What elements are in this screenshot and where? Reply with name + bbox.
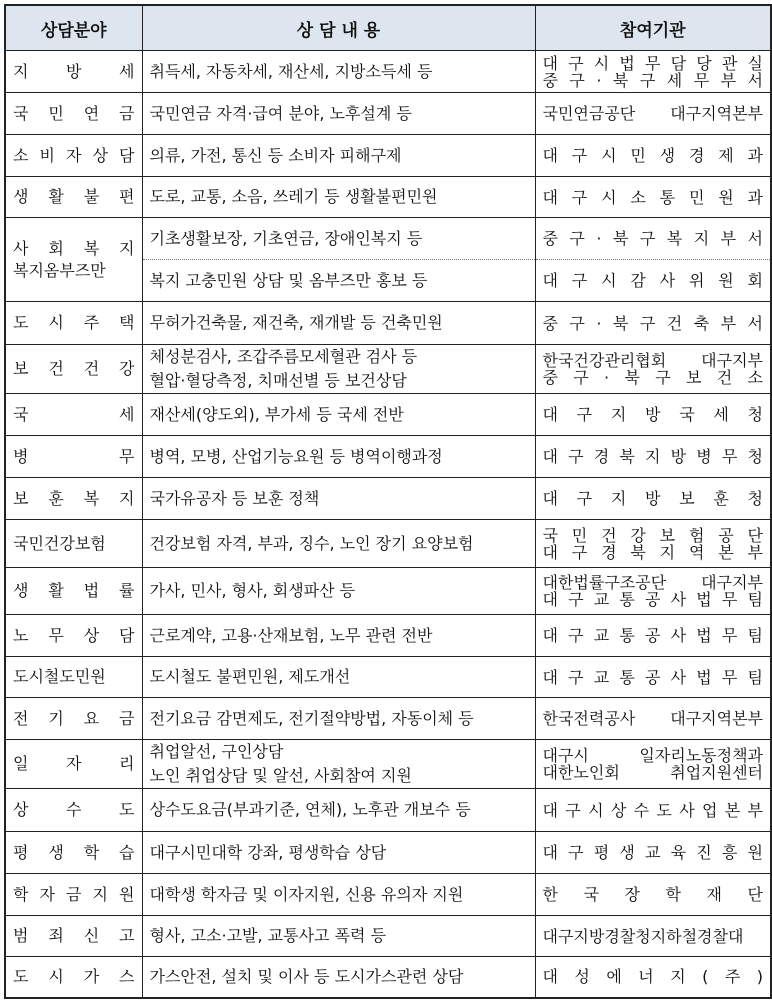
category-cell [5,832,142,874]
content-cell-line: 도로, 교통, 소음, 쓰레기 등 생활불편민원 [149,187,438,206]
category-cell-line: 보 건 건 강 [13,359,135,378]
content-cell-line: 전기요금 감면제도, 전기절약방법, 자동이체 등 [149,708,474,728]
content-cell [142,260,535,302]
category-cell-line: 도 시 주 택 [13,313,135,332]
table-row [5,832,771,874]
content-cell-line: 근로계약, 고용·산재보험, 노무 관련 전반 [149,625,433,645]
category-cell-line: 학 자 금 지 원 [13,884,135,904]
category-cell-line: 평 생 학 습 [13,842,135,862]
category-cell-line: 사 회 복 지 [13,238,135,258]
category-cell [5,345,142,394]
table-row [5,789,771,832]
content-cell [142,177,535,218]
content-cell-line: 의류, 가전, 통신 등 소비자 피해구제 [149,145,402,165]
agency-cell-line: 중 구 · 북 구 건 축 부 서 [542,313,763,333]
table-row [5,698,771,740]
agency-cell [535,874,771,916]
agency-cell-line: 대 구 시 법 무 담 당 관 실 [542,53,763,73]
header-category: 상담분야 [5,5,142,51]
agency-cell-line: 대 구 경 북 지 역 본 부 [542,542,763,562]
category-cell [5,177,142,218]
content-cell-line: 국민연금 자격·급여 분야, 노후설계 등 [149,103,412,123]
category-cell [5,394,142,436]
content-cell [142,436,535,478]
content-cell-line: 노인 취업상담 및 알선, 사회참여 지원 [149,766,412,785]
agency-cell-line: 국민연금공단 대구지역본부 [542,104,763,123]
header-row [5,5,771,51]
agency-cell-line: 중 구 · 북 구 복 지 부 서 [542,229,763,248]
category-cell-line: 복지옴부즈만 [13,260,106,280]
content-cell-line: 대구시민대학 강좌, 평생학습 상담 [149,842,387,862]
content-cell [142,957,535,998]
agency-cell [535,789,771,832]
content-cell-line: 취득세, 자동차세, 재산세, 지방소득세 등 [149,61,433,81]
table-row [5,478,771,520]
content-cell [142,93,535,135]
content-cell-line: 가사, 민사, 형사, 회생파산 등 [149,581,356,600]
agency-cell-line: 대 구 교 통 공 사 법 무 팀 [542,667,763,687]
agency-cell-line: 대 구 시 상 수 도 사 업 본 부 [542,800,763,820]
agency-cell [535,520,771,568]
agency-cell-line: 대 구 지 방 국 세 청 [542,405,763,424]
table-row [5,657,771,698]
category-cell-line: 도 시 가 스 [13,966,135,986]
category-cell [5,478,142,520]
agency-cell-line: 대 구 시 감 사 위 원 회 [542,271,763,290]
agency-cell-line: 한국전력공사 대구지역본부 [542,709,763,728]
content-cell [142,832,535,874]
table-row [5,957,771,998]
category-cell [5,698,142,740]
agency-cell-line: 대 구 교 통 공 사 법 무 팀 [542,626,763,645]
agency-cell-line: 대 구 평 생 교 육 진 흥 원 [542,843,763,862]
content-cell-line: 국가유공자 등 보훈 정책 [149,488,320,508]
agency-cell-line: 한 국 장 학 재 단 [542,885,763,904]
content-cell [142,394,535,436]
category-cell-line: 전 기 요 금 [13,708,135,728]
category-cell [5,436,142,478]
content-cell [142,740,535,789]
category-cell [5,740,142,789]
category-cell-line: 지 방 세 [13,61,135,81]
agency-cell [535,135,771,177]
agency-cell-line: 중 구 · 북 구 세 무 부 서 [542,70,763,90]
table-row [5,615,771,657]
agency-cell [535,657,771,698]
table-row [5,135,771,177]
agency-cell-line: 대 구 시 소 통 민 원 과 [542,187,763,207]
content-cell-line: 복지 고충민원 상담 및 옴부즈만 홍보 등 [149,270,428,290]
table-row [5,436,771,478]
content-cell-line: 상수도요금(부과기준, 연체), 노후관 개보수 등 [149,800,471,819]
category-cell-line: 도시철도민원 [13,667,106,686]
agency-cell-line: 대 구 시 민 생 경 제 과 [542,146,763,165]
content-cell-line: 가스안전, 설치 및 이사 등 도시가스관련 상담 [149,966,464,986]
agency-cell-line: 대 구 경 북 지 방 병 무 청 [542,447,763,466]
agency-cell [535,615,771,657]
content-cell-line: 기초생활보장, 기초연금, 장애인복지 등 [149,228,423,248]
agency-cell-line: 대 구 교 통 공 사 법 무 팀 [542,590,763,609]
agency-cell [535,478,771,520]
category-cell [5,916,142,957]
agency-cell [535,832,771,874]
agency-cell-line: 대한법률구조공단 대구지부 [542,573,763,592]
agency-cell-line: 국 민 건 강 보 험 공 단 [542,525,763,545]
content-cell-line: 혈압·혈당측정, 치매선별 등 보건상담 [149,371,407,390]
agency-cell [535,177,771,218]
agency-cell [535,436,771,478]
content-cell [142,218,535,260]
category-cell-line: 생 활 불 편 [13,187,135,206]
content-cell [142,568,535,615]
content-cell [142,615,535,657]
category-cell [5,874,142,916]
agency-cell-line: 한국건강관리협회 대구지부 [542,351,763,370]
table-row [5,177,771,218]
content-cell-line: 형사, 고소·고발, 교통사고 폭력 등 [149,926,387,945]
agency-cell [535,916,771,957]
agency-cell [535,740,771,789]
content-cell-line: 건강보험 자격, 부과, 징수, 노인 장기 요양보험 [149,533,474,553]
content-cell [142,478,535,520]
table-row [5,51,771,93]
content-cell [142,51,535,93]
header-content: 상 담 내 용 [142,5,535,51]
content-cell-line: 병역, 모병, 산업기능요원 등 병역이행과정 [149,446,443,466]
content-cell [142,345,535,394]
content-cell [142,520,535,568]
category-cell [5,520,142,568]
agency-cell [535,698,771,740]
counseling-table [4,4,772,999]
category-cell [5,957,142,998]
table-row [5,874,771,916]
agency-cell [535,957,771,998]
agency-cell-line: 대한노인회 취업지원센터 [542,763,763,782]
content-cell-line: 취업알선, 구인상담 [149,742,284,761]
content-cell-line: 대학생 학자금 및 이자지원, 신용 유의자 지원 [149,884,464,904]
content-cell [142,916,535,957]
agency-cell [535,345,771,394]
agency-cell-line: 중 구 · 북 구 보 건 소 [542,368,763,387]
content-cell-line: 무허가건축물, 재건축, 재개발 등 건축민원 [149,313,443,332]
category-cell [5,657,142,698]
agency-cell [535,568,771,615]
category-cell [5,93,142,135]
category-cell-line: 범 죄 신 고 [13,926,135,945]
category-cell-line: 노 무 상 담 [13,625,135,645]
category-cell-line: 상 수 도 [13,800,135,819]
category-cell [5,789,142,832]
agency-cell [535,51,771,93]
content-cell [142,874,535,916]
agency-cell [535,218,771,260]
table-row [5,916,771,957]
header-agency: 참여기관 [535,5,771,51]
agency-cell [535,93,771,135]
table-row [5,520,771,568]
category-cell-line: 생 활 법 률 [13,581,135,600]
category-cell [5,568,142,615]
category-cell-line: 국민건강보험 [13,533,106,553]
table-row [5,345,771,394]
agency-cell-line: 대 구 지 방 보 훈 청 [542,489,763,508]
category-cell [5,135,142,177]
content-cell-line: 체성분검사, 조갑주름모세혈관 검사 등 [149,347,418,366]
content-cell-line: 재산세(양도외), 부가세 등 국세 전반 [149,404,404,424]
agency-cell [535,260,771,302]
category-cell [5,51,142,93]
content-cell [142,698,535,740]
category-cell-line: 소 비 자 상 담 [13,145,135,165]
table-row [5,218,771,260]
agency-cell [535,394,771,436]
category-cell-line: 일 자 리 [13,754,135,773]
category-cell-line: 보 훈 복 지 [13,488,135,508]
agency-cell [535,302,771,345]
category-cell-line: 병 무 [13,446,135,466]
category-cell [5,615,142,657]
table-row [5,740,771,789]
content-cell [142,302,535,345]
table-row [5,394,771,436]
agency-cell-line: 대 성 에 너 지 ( 주 ) [542,967,763,987]
category-cell-line: 국 세 [13,404,135,424]
table-row [5,302,771,345]
content-cell [142,657,535,698]
content-cell-line: 도시철도 불편민원, 제도개선 [149,667,351,686]
content-cell [142,789,535,832]
content-cell [142,135,535,177]
table-row [5,568,771,615]
agency-cell-line: 대구지방경찰청지하철경찰대 [542,926,744,946]
category-cell [5,302,142,345]
table-row [5,93,771,135]
category-cell [5,218,142,302]
agency-cell-line: 대구시 일자리노동정책과 [542,746,763,765]
category-cell-line: 국 민 연 금 [13,103,135,123]
